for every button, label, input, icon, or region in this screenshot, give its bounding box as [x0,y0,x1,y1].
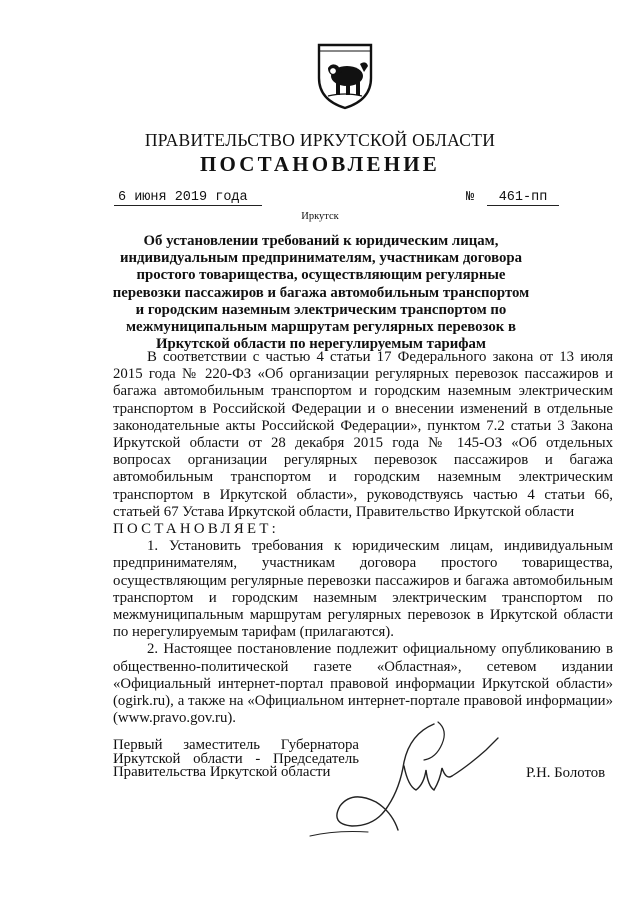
document-title: Об установлении требований к юридическим лицам, индивидуальным предпринимателям, участникам договора простого товарищества, осуществляющим регулярные перевозки пассажиров и багажа автомобильным транспортом и городским наземным электрическим транспортом по межмуниципальным маршрутам регулярных перевозок в Иркутской области по нерегулируемым тарифам [112,233,530,353]
irkutsk-coat-of-arms-icon [316,42,374,110]
item-paragraph-1: 1. Установить требования к юридическим лицам, индивидуальным предпринимателям, участникам договора простого товарищества, осуществляющим регулярные перевозки пассажиров и багажа автомобильным транспортом и городским наземным электрическим транспортом по межмуниципальным маршрутам регулярных перевозок в Иркутской области по нерегулируемым тарифам (прилагаются). [113,538,613,641]
organization-name: ПРАВИТЕЛЬСТВО ИРКУТСКОЙ ОБЛАСТИ [144,130,496,150]
resolves-heading: ПОСТАНОВЛЯЕТ: [113,521,280,538]
preamble-paragraph: В соответствии с частью 4 статьи 17 Федерального закона от 13 июля 2015 года № 220-ФЗ «Об организации регулярных перевозок пассажиров и багажа автомобильным транспортом и городским наземным электрическим транспортом в Российской Федерации и о внесении изменений в отдельные законодательные акты Российской Федерации», пунктом 7.2 статьи 3 Закона Иркутской области от 28 декабря 2015 года № 145-ОЗ «Об отдельных вопросах организации регулярных перевозок пассажиров и багажа автомобильным транспортом и городским наземным электрическим транспортом в Иркутской области», руководствуясь частью 4 статьи 66, статьей 67 Устава Иркутской области, Правительство Иркутской области [113,349,613,520]
signatory-position-line-1: Первый заместитель Губернатора [113,737,359,753]
number-sign: № [466,190,475,205]
document-type: ПОСТАНОВЛЕНИЕ [199,152,441,176]
signatory-position-line-3: Правительства Иркутской области [113,764,331,781]
document-body [113,349,613,727]
item-paragraph-2: 2. Настоящее постановление подлежит официальному опубликованию в общественно-политической газете «Областная», сетевом издании «Официальный интернет-портал правовой информации Иркутской области» (ogirk.ru), а также на «Официальном интернет-портале правовой информации» (www.pravo.gov.ru). [113,641,613,727]
document-number: 461-пп [487,190,559,206]
signatory-position-line-2: Иркутской области - Председатель [113,750,359,767]
document-city: Иркутск [301,211,339,222]
document-date: 6 июня 2019 года [114,190,262,206]
signer-name: Р.Н. Болотов [526,765,606,781]
handwritten-signature [306,714,502,844]
